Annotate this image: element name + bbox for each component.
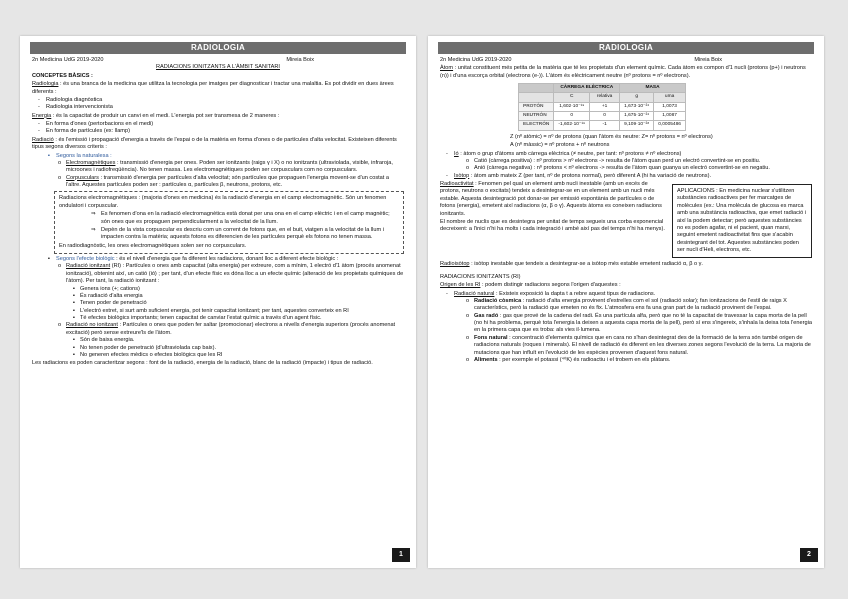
- page-number: 1: [392, 548, 410, 562]
- list-item: o Anió (càrrega negativa) : nº protons < nº electrons -> resulta de l'àtom quan guanya un electró convertint-se en negatiu.: [440, 165, 812, 172]
- table-row: ELECTRÓN -1,602·10⁻¹⁹ -1 9,109·10⁻²⁸ 0,0005486: [519, 121, 686, 130]
- definition-radiologia: Radiologia : és una branca de la medicina que utilitza la tecnologia per imatges per diagnosticar i tractar una malaltia. Es pot dividir en dues àrees diferents :: [32, 81, 394, 95]
- ion-section: [440, 151, 812, 181]
- document-page-1: [20, 36, 416, 568]
- list-item: ▪ Tenen poder de penetració: [32, 300, 404, 307]
- particle-table: [518, 83, 686, 131]
- definition-isotop: - Isòtop : àtom amb mateix Z (per tant, nº de protons normal), però diferent A (hi ha variació de neutrons).: [440, 173, 812, 180]
- definition-io: - Ió : àtom o grup d'àtoms amb càrrega elèctrica (≠ neutre, per tant: nº protons ≠ nº electrons): [440, 151, 812, 158]
- note-arrow-item: ⇒ Es fenomen d'ona en la radiació electromagnètica està donat per una ona en el camp elèctric i en el camp magnètic; són ones que es propaguen perpendicularment a la velocitat de la llum.: [59, 211, 399, 226]
- page-banner: RADIOLOGIA: [438, 42, 814, 54]
- author-label: Mireia Boix: [694, 57, 722, 63]
- applications-box: APLICACIONS : En medicina nuclear s'utilitzen substàncies radioactives per fer marcatges de molècules (ex.: Una molècula de glucosa es marca amb una substància radioactiva, que emet radiació i així la podem detectar; però aquestes substàncies no es poden agafar, ni el pacient, quan marxi, seguint emetent radioactivitat fins que s'acabin desintegrant del tot. Aquestes substàncies poden ser nucli d'Heli, electrons, etc.: [672, 184, 812, 258]
- list-item: - Radiologia intervencionista: [32, 104, 404, 111]
- radioactivity-section: [440, 180, 812, 258]
- z-definition: Z (nº atòmic) = nº de protons (quan l'àtom és neutre: Z= nº protons = nº electrons): [510, 133, 713, 140]
- list-item: o Gas radó : gas que prové de la cadena del radi. És una partícula alfa, però que no té la capacitat de travessar la capa morta de la pell (no hi ha problema, perquè tota l'energia la deixen a aquesta capa morta de la pell), però sí ens s'ingereix, s'inhala la deixa tota l'energia en la primera capa que es troba: als vies il·lumena.: [440, 313, 812, 335]
- list-item: - Radiologia diagnòstica: [32, 97, 404, 104]
- table-subheader: C relativa g uma: [519, 93, 686, 102]
- page-meta: [440, 57, 812, 64]
- note-arrow-item: ⇒ Depèn de la vista corpuscular es descriu com un corrent de fotons que, en el buit, viatgen a la velocitat de la llum i impacten contra la matèria; aquests fotons es diferencien de les partícules perquè els fotons no tenen massa.: [59, 227, 399, 242]
- note-intro: Radiacions electromagnètiques : (majoria d'ones en medicina) és la radiació d'energia en el camp electromagnètic. Són un fenomen ondulatori i corpuscular.: [59, 195, 387, 209]
- section-heading: RADIACIONS IONITZANTS (RI): [440, 273, 521, 280]
- course-label: 2n Medicina UdG 2019-2020: [32, 57, 104, 63]
- note-end: En radiodiagnòstic, les ones electromagnètiques solen ser no corpusculars.: [59, 242, 247, 249]
- list-item: o Radiació còsmica : radiació d'alta energia provinent d'estrelles com el sol (radiació solar); fan ionitzacions de l'estil de raigs X característics, però la radiació que emeten no és fix. L'atmosfera ens fa una gran part de la radiació provinent de l'espai.: [440, 298, 812, 313]
- table-row: PROTÓN 1,602·10⁻¹⁹ +1 1,673·10⁻²⁴ 1,0073: [519, 102, 686, 111]
- criteria-efecte: ▪ Segons l'efecte biològic : és el nivell d'energia que fa diferent les radiacions, donant lloc a diferent efecte biològic :: [32, 256, 404, 263]
- course-label: 2n Medicina UdG 2019-2020: [440, 57, 512, 63]
- list-item: ▪ Són de baixa energia.: [32, 337, 404, 344]
- table-header: CÀRREGA ELÈCTRICA MASA: [519, 84, 686, 93]
- section-heading: CONCEPTES BÀSICS :: [32, 72, 93, 79]
- origen-line: Origen de les RI : podem distingir radiacions segons l'origen d'aquestes :: [440, 282, 621, 289]
- energia-list: [32, 121, 404, 136]
- efecte-section: [32, 256, 404, 359]
- list-item: o Corpusculars : transmissió d'energia per partícules d'alta velocitat; són partícules que propaguen l'energia movent-se d'un costat a l'altre. Aquestes partícules poden ser : partícules α, partícules β, neutrons, protons, etc.: [32, 175, 404, 190]
- list-item: - En forma de partícules (ex: llamp): [32, 128, 404, 135]
- document-page-2: [428, 36, 824, 568]
- author-label: Mireia Boix: [286, 57, 314, 63]
- list-item: o Electromagnètiques : transmissió d'energia per ones. Poden ser ionitzants (raigs γ i X) o no ionitzants (ultraviolada, visible, infraroja, microones i radiofreqüència). No tenen massa. Les electromagnètiques poden ser corpusculars com no corpusculars.: [32, 160, 404, 175]
- list-item: ▪ No tenen poder de penetració (d'ultraviolada cap baix).: [32, 345, 404, 352]
- definition-radiacio: Radiació : és l'emissió i propagació d'energia a través de l'espai o de la matèria en forma d'ones o de partícules d'alta velocitat. Existeixen diferents tipus segons diversos criteris :: [32, 136, 397, 151]
- list-item: o Aliments : per exemple el potassi (⁴⁰K) és radioactiu i el trobem en els plàtans.: [440, 357, 812, 364]
- table-row: NEUTRÓN 0 0 1,675·10⁻²⁴ 1,0087: [519, 112, 686, 121]
- natural-radiation-heading: - Radiació natural : Existeix exposició la dapta t a rebre aquest tipus de radiacions.: [440, 291, 812, 298]
- list-item: ▪ Genera ions (+; cations): [32, 286, 404, 293]
- closing-text: Les radiacions es poden caracteritzar segons : font de la radiació, energia de la radiació, blanc de la radiació (impacte) i tipus de radiació.: [32, 360, 373, 367]
- a-definition: A (nº màssic) = nº protons + nº neutrons: [510, 142, 610, 149]
- definition-radioisotop: Radioisòtop : isòtop inestable que tendeix a desintegrar-se a isòtop més estable emetent radiació α, β o γ.: [440, 261, 703, 268]
- list-item: ▪ Té efectes biològics importants; tenen capacitat de canviar l'estat químic a través d'un agent físic.: [32, 315, 404, 322]
- note-box: [54, 191, 404, 254]
- list-item: o Radiació ionitzant (RI) : Partícules o ones amb capacitat (alta energia) per extreure, com a mínim, 1 electró d'1 àtom (procés anomenat ionització), obtenint així, un catió (ió) ; per tant, d'un efecte físic es dóna lloc a un efecte químic (alteració de les propietats químiques de l'àtom). Per tant, la radiació ionitzant :: [32, 263, 404, 285]
- list-item: - En forma d'ones (pertorbacions en el medi): [32, 121, 404, 128]
- list-item: o Radiació no ionitzant : Partícules o ones que poden fer saltar (promocionar) electrons a nivells d'energia superiors (procés anomenat excitació) però sense extreure'ls de l'àtom.: [32, 322, 404, 337]
- list-item: ▪ No generen efectes mèdics o efectes biològics que les RI: [32, 352, 404, 359]
- list-item: ▪ L'electró extret, si surt amb suficient energia, pot tenir capacitat ionitzant; per tant, aquestes converteix en RI: [32, 308, 404, 315]
- natural-radiation-list: [440, 291, 812, 365]
- list-item: o Catió (càrrega positiva) : nº protons > nº electrons -> resulta de l'àtom quan perd un electró convertint-se en positiu.: [440, 158, 812, 165]
- criteria-naturalesa: ▪ Segons la naturalesa :: [32, 153, 404, 160]
- page-number: 2: [800, 548, 818, 562]
- list-item: ▪ És radiació d'alta energia: [32, 293, 404, 300]
- page-banner: RADIOLOGIA: [30, 42, 406, 54]
- list-item: o Fons natural : concentració d'elements químics que en cara no s'han desintegrat des de la formació de la terra són també origen de radiacions naturals (roques i minerals). El nivell de radiació és diferent en les diverses zones segons l'evolució de la terra. La majoria de mutacions que han influït en l'evolució de les espècies provenen d'aquest fons natural.: [440, 335, 812, 357]
- radiologia-list: [32, 97, 404, 112]
- definition-atom: Àtom : unitat constituent més petita de la matèria que té les propietats d'un element químic. Cada àtom es compon d'1 nucli (protons (p+) i neutrons (n)) i d'una escorça orbital (electrons (e-)). L'àtom és elèctricament neutre (nº protons = nº electrons).: [440, 65, 806, 79]
- document-title: RADIACIONS IONITZANTS A L'ÀMBIT SANITARI: [156, 64, 280, 71]
- definition-energia: Energia : és la capacitat de produir un canvi en el medi. L'energia pot ser transmesa de 2 maneres :: [32, 112, 280, 119]
- radioactivity-text: Radioactivitat : Fenomen pel qual un element amb nucli inestable (amb un excés de protons, neutrons o excitats) tendeix a desintegrar-se en un element amb un nucli més estable. Aquesta desintegració pot donar-se per emissió espontània de partícules o de fotons (energia), emetent així radiacions (α, β o γ). Aquests àtoms es coneixen radiacions ionitzants. El nombre de nuclis que es desintegra per unitat de temps segueix una corba exponencial decreixent: a l'inici n'hi ha molts i cada integració i ambé així pas del temps n'hi ha menys).: [440, 181, 665, 233]
- radiacio-criteria: [32, 153, 404, 190]
